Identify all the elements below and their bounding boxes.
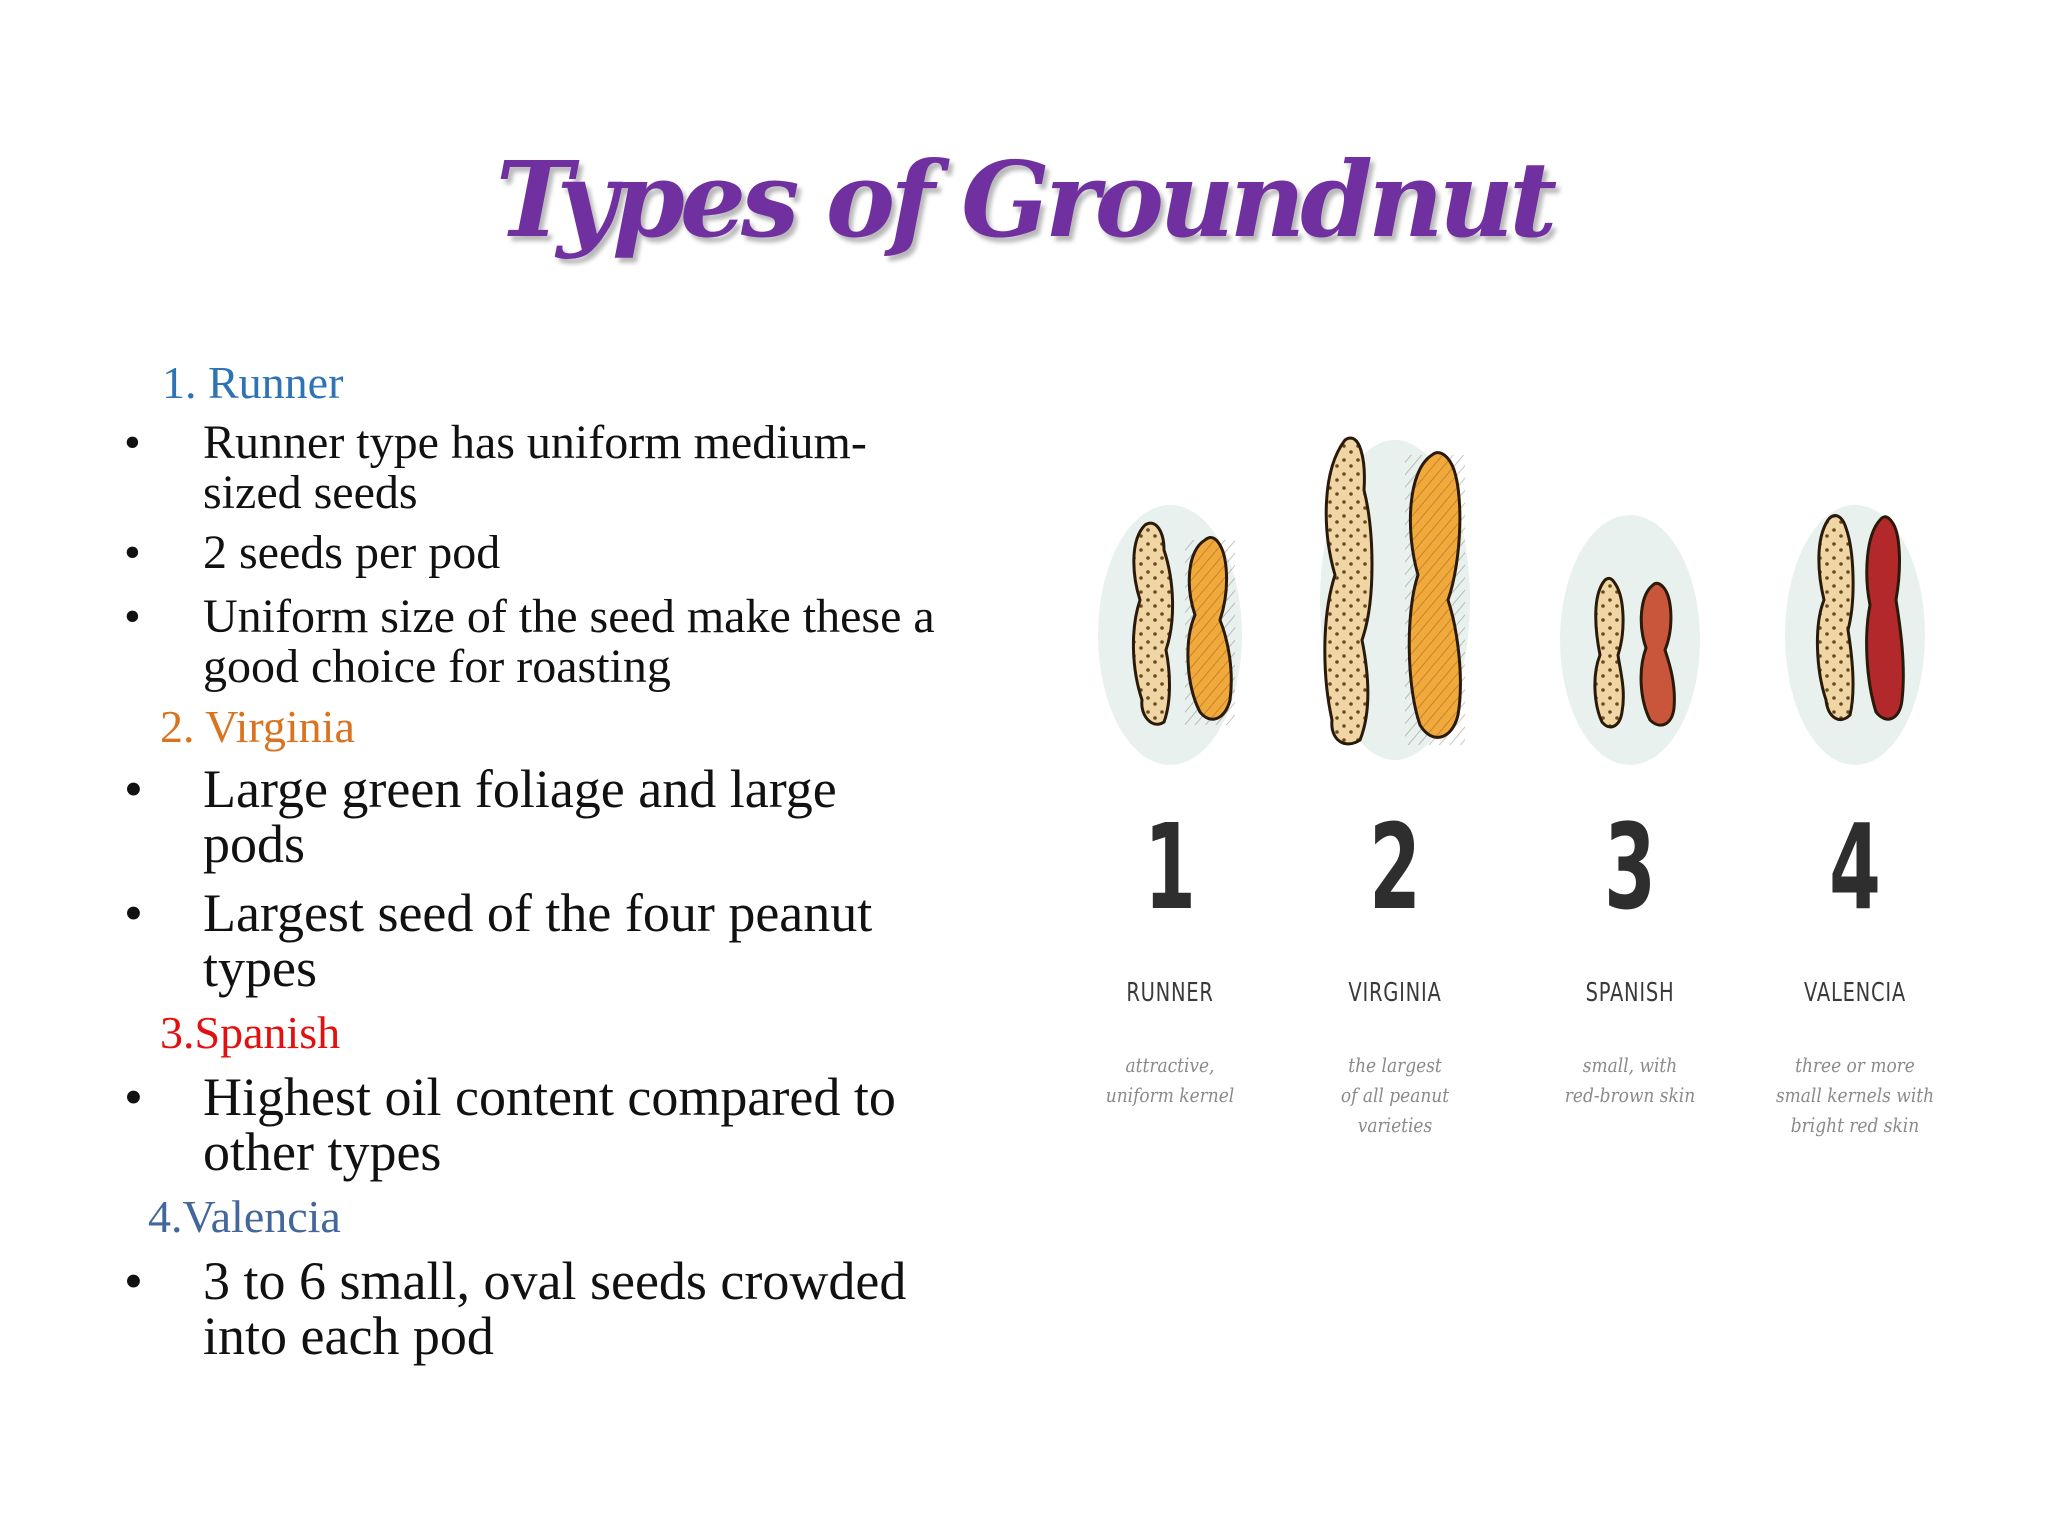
variety-description [1085,1050,1255,1110]
bullet-dot: • [124,1067,143,1127]
variety-description-line: attractive, [1125,1053,1215,1077]
bullet-line: Largest seed of the four peanut [203,883,873,943]
variety-description-line: three or more [1795,1053,1915,1077]
bullet-line: Runner type has uniform medium- [203,416,867,469]
variety-description-line: small, with [1582,1053,1678,1077]
heading-spanish: 3.Spanish [160,1007,341,1058]
peanut-varieties-illustration [1060,400,1960,1200]
heading-runner: 1. Runner [162,357,344,408]
bullet-line: Highest oil content compared to [203,1067,896,1127]
variety-number: 4 [1829,798,1881,936]
variety-description-line: red-brown skin [1564,1083,1696,1107]
variety-description-line: varieties [1357,1113,1433,1137]
variety-description-line: of all peanut [1340,1083,1450,1107]
bullet-line: 3 to 6 small, oval seeds crowded [203,1251,907,1311]
variety-number: 2 [1369,798,1421,936]
variety-name: VALENCIA [1804,978,1906,1008]
variety-description [1310,1050,1480,1140]
heading-valencia: 4.Valencia [148,1191,341,1242]
spanish-peanut-icon [1560,515,1700,765]
variety-description [1545,1050,1715,1110]
heading-virginia: 2. Virginia [160,701,355,752]
bullet-line: good choice for roasting [203,640,671,693]
bullet-line: pods [203,814,306,874]
valencia-peanut-icon [1785,505,1925,765]
bullet-dot: • [124,590,141,643]
variety-description-line: bright red skin [1790,1113,1920,1137]
variety-name: RUNNER [1126,978,1214,1008]
variety-description [1770,1050,1940,1140]
variety-number: 3 [1604,798,1656,936]
variety-description-line: the largest [1348,1053,1442,1077]
variety-name: SPANISH [1585,978,1675,1008]
variety-description-line: uniform kernel [1105,1083,1235,1107]
bullet-line: other types [203,1122,442,1182]
slide-title: Types of Groundnut [495,138,1553,261]
bullet-dot: • [124,883,143,943]
bullet-dot: • [124,526,141,579]
bullet-dot: • [124,416,141,469]
bullet-line: types [203,938,317,998]
bullet-line: sized seeds [203,466,418,519]
bullet-dot: • [124,1251,143,1311]
virginia-peanut-icon [1320,438,1470,760]
bullet-line: into each pod [203,1306,494,1366]
peanut-drawings [1060,400,1960,800]
variety-name: VIRGINIA [1348,978,1442,1008]
variety-description-line: small kernels with [1775,1083,1935,1107]
runner-peanut-icon [1098,505,1242,765]
bullet-line: Large green foliage and large [203,759,837,819]
bullet-line: Uniform size of the seed make these a [203,590,935,643]
bullet-line: 2 seeds per pod [203,526,501,579]
variety-number: 1 [1144,798,1196,936]
bullet-dot: • [124,759,143,819]
